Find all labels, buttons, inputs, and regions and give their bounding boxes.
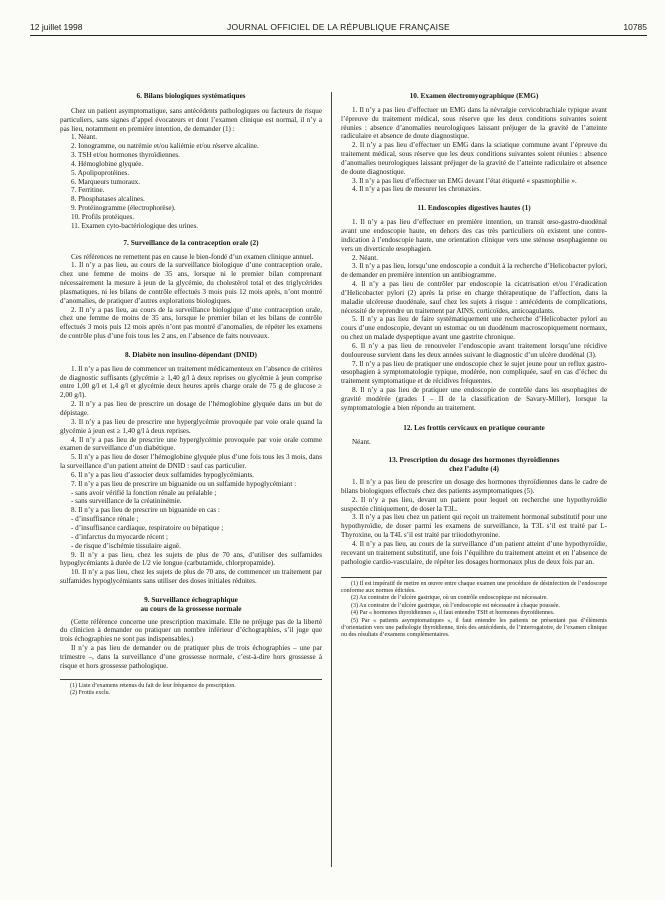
paragraph: 10. Il n’y a pas lieu, chez les sujets de plus de 70 ans, de commencer un traitement par sulfamides hypoglycémiants sans utiliser des doses initiales réduites. — [60, 568, 322, 586]
paragraph: 7. Il n’y a pas lieu de prescrire un biguanide ou un sulfamide hypoglycémiant : — [71, 479, 297, 488]
left-column — [60, 92, 322, 697]
list-item: 11. Examen cyto-bactériologique des urines. — [71, 221, 199, 230]
section-11-title: 11. Endoscopies digestives hautes (1) — [417, 203, 531, 213]
paragraph: 6. Il n’y a pas lieu d’associer deux sulfamides hypoglycémiants. — [71, 470, 255, 479]
header-page-number: 10785 — [623, 22, 647, 32]
footnotes — [341, 577, 607, 640]
paragraph: 6. Il n’y a pas lieu de renouveler l’endoscopie avant traitement lorsqu’une récidive douloureuse survient dans les deux années suivant le diagnostic d’un ulcère duodénal (3). — [341, 341, 607, 359]
list-item: 4. Hémoglobine glyquée. — [71, 159, 144, 168]
paragraph: 1. Il n’y a pas lieu de commencer un traitement médicamenteux en l’absence de critères de diagnostic suffisants (glycémie ≥ 1,40 g/l à deux reprises ou glycémie à jeun comprise entre 1,00 g/l et 1,4 g/l et glycémie deux heures après charge orale de 75 g de glucose ≥ 2,00 g/l). — [60, 364, 322, 400]
paragraph: (Cette référence concerne une prescription maximale. Elle ne préjuge pas de la liberté du clinicien à demander ou pratiquer un nombre inférieur d’échographies, s’il juge que trois échographies ne sont pas indispensables.) — [60, 617, 322, 644]
list-item: 5. Apolipoprotéines. — [71, 168, 130, 177]
section-10-title: 10. Examen électromyographique (EMG) — [409, 91, 539, 100]
footnote: (4) Par « hormones thyroïdiennes », il faut entendre TSH et hormones thyroïdiennes. — [351, 610, 555, 617]
header-date: 12 juillet 1998 — [30, 22, 83, 32]
paragraph: 2. Néant. — [352, 253, 378, 262]
paragraph: 1. Il n’y a pas lieu, au cours de la surveillance biologique d’une contraception orale, chez une femme de moins de 35 ans, lorsque ni le premier bilan comprenant nécessairement la mesure à jeun de la glycémie, du cholestérol total et des triglycérides plasmatiques, ni les bilans de contrôle effectués 3 mois puis 12 mois après, n’ont montré d’anomalies, de pratiquer d’autres explorations biologiques. — [60, 261, 322, 305]
section-8-title: 8. Diabète non insulino-dépendant (DNID) — [125, 349, 257, 359]
section-12-title: 12. Les frottis cervicaux en pratique courante — [403, 422, 545, 432]
paragraph: 4. Il n’y a pas lieu, au cours de la surveillance d’un patient atteint d’une hypothyroïdie, recevant un traitement substitutif, une fois l’équilibre du traitement atteint et en l’absence de pathologie cardio-vasculaire, de répéter les dosages hormonaux plus de deux fois par an. — [341, 539, 607, 566]
paragraph: - d’insuffisance rénale ; — [71, 515, 139, 524]
list-item: 9. Protéinogramme (électrophorèse). — [71, 204, 176, 213]
list-item: 2. Ionogramme, ou natrémie et/ou kaliémie et/ou réserve alcaline. — [71, 142, 259, 151]
paragraph: 4. Il n’y a pas lieu de contrôler par endoscopie la cicatrisation et/ou l’éradication d’Helicobacter pylori (2) après la prise en charge thérapeutique de l’affection, dans la maladie ulcéreuse duodénale, sauf chez les sujets à risque : antécédents de complications, nécessité de reprendre un traitement par AINS, corticoïdes, anticoagulants. — [341, 280, 607, 315]
section-9-subtitle: au cours de la grossesse normale — [140, 603, 242, 613]
paragraph: 3. Il n’y a pas lieu, lorsqu’une endoscopie a conduit à la recherche d’Helicobacter pylori, de demander en première intention un antibiogramme. — [341, 262, 607, 280]
paragraph: - d’infarctus du myocarde récent ; — [71, 532, 168, 541]
section-13-title: 13. Prescription du dosage des hormones thyroïdiennes — [388, 455, 560, 465]
paragraph: 9. Il n’y a pas lieu, chez les sujets de plus de 70 ans, d’utiliser des sulfamides hypoglycémiants à durée de 1/2 vie longue (carbutamide, chlorpropamide). — [60, 550, 322, 568]
paragraph: 1. Il n’y a pas lieu de prescrire un dosage des hormones thyroïdiennes dans le cadre de bilans biologiques effectués chez des patients asymptomatiques (5). — [341, 478, 607, 495]
footnote: (2) Au contraire de l’ulcère gastrique, où un contrôle endoscopique est nécessaire. — [351, 595, 548, 602]
paragraph: Ces références ne remettent pas en cause le bien-fondé d’un examen clinique annuel. — [71, 252, 314, 261]
footnote: (1) Il est impératif de mettre en œuvre entre chaque examen une procédure de désinfection de l’endoscope conforme aux normes édictées. — [341, 580, 607, 594]
paragraph: 5. Il n’y a pas lieu de doser l’hémoglobine glyquée plus d’une fois tous les 3 mois, dans la surveillance d’un patient atteint de DNID : sauf cas particulier. — [60, 453, 322, 471]
list-item: 7. Ferritine. — [71, 186, 105, 195]
paragraph: 8. Il n’y a pas lieu de pratiquer une endoscopie de contrôle dans les œsophagites de gravité modérée (grades I – II de la classification de Savary-Miller), lorsque la symptomatologie a bien répondu au traitement. — [341, 386, 607, 412]
footnote: (1) Liste d’examens retenus du fait de leur fréquence de prescription. — [70, 682, 236, 689]
right-column — [341, 92, 607, 640]
paragraph: Il n’y a pas lieu de demander ou de pratiquer plus de trois échographies – une par trimestre –, dans la surveillance d’une grossesse normale, c’est-à-dire hors grossesse à risque et hors grossesse pathologique. — [60, 644, 322, 670]
list-item: 8. Phosphatases alcalines. — [71, 195, 145, 204]
column-divider — [331, 92, 332, 867]
paragraph: Chez un patient asymptomatique, sans antécédents pathologiques ou facteurs de risque particuliers, sans signes d’appel évocateurs et dont l’examen clinique est normal, il n’y a pas lieu, notamment en première intention, de demander (1) : — [60, 106, 322, 133]
paragraph: 2. Il n’y a pas lieu, devant un patient pour lequel on recherche une hypothyroïdie suspectée cliniquement, de doser la T3L. — [341, 495, 607, 513]
paragraph: 3. Il n’y a pas lieu de prescrire une hyperglycémie provoquée par voie orale quand la glycémie à jeun est ≥ 1,40 g/l à deux reprises. — [60, 417, 322, 435]
paragraph: 7. Il n’y a pas lieu de pratiquer une endoscopie chez le sujet jeune pour un reflux gastro-œsophagien à symptomatologie typique, modérée, non compliquée, sauf en cas d’échec du traitement symptomatique et de récidives fréquentes. — [341, 359, 607, 386]
paragraph: 3. Il n’y a pas lieu chez un patient qui reçoit un traitement hormonal substitutif pour une hypothyroïdie, de doser parmi les examens de surveillance, la T3L s’il est traité par L-Thyroxine, ou la T4L s’il est traité par triiodothyronine. — [341, 513, 607, 540]
paragraph: - sans surveillance de la créatininémie. — [71, 497, 182, 506]
header-rule — [30, 35, 647, 36]
section-9-title: 9. Surveillance échographique — [144, 594, 238, 604]
paragraph: 5. Il n’y a pas lieu de faire systématiquement une recherche d’Helicobacter pylori au cours d’une endoscopie, devant un estomac ou un duodénum macroscopiquement normaux, ou chez un malade dyspeptique avant une gastrite chronique. — [341, 315, 607, 342]
section-6-title: 6. Bilans biologiques systématiques — [136, 91, 246, 100]
list-item: 6. Marqueurs tumoraux. — [71, 177, 141, 186]
paragraph: - d’insuffisance cardiaque, respiratoire ou hépatique ; — [71, 523, 224, 532]
footnote: (5) Par « patients asymptomatiques », il faut entendre les patients ne présentant pas d’éléments d’orientation vers une pathologie thyroïdienne, tirés des antécédents, de l’interrogatoire, de l’examen clinique ou des résultats d’examens complémentaires. — [341, 617, 607, 639]
exam-list — [60, 133, 322, 230]
paragraph: 3. Il n’y a pas lieu d’effectuer un EMG devant l’état étiqueté « spasmophilie ». — [352, 176, 577, 185]
paragraph: 1. Il n’y a pas lieu d’effectuer un EMG dans la névralgie cervicobrachiale typique avant l’épreuve du traitement médical, sous réserve que les deux conditions suivantes soient réunies : absence d’anomalies neurologiques laissant préjuger de la gravité de l’atteinte radiculaire et absence de doute diagnostique. — [341, 105, 607, 141]
list-item: 3. TSH et/ou hormones thyroïdiennes. — [71, 151, 180, 160]
paragraph: 1. Il n’y a pas lieu d’effectuer en première intention, un transit œso-gastro-duodénal avant une endoscopie haute, en dehors des cas très particuliers où existent une contre-indication à l’endoscopie haute, une orientation clinique vers une sténose œsophagienne ou vers un diverticule œsophagien. — [341, 218, 607, 253]
paragraph: - sans avoir vérifié la fonction rénale au préalable ; — [71, 488, 217, 497]
footnote: (2) Frottis exclu. — [70, 690, 111, 697]
paragraph: 8. Il n’y a pas lieu de prescrire un biguanide en cas : — [71, 506, 220, 515]
paragraph: 4. Il n’y a pas lieu de prescrire une hyperglycémie provoquée par voie orale comme examen de surveillance d’un diabétique. — [60, 435, 322, 453]
list-item: 1. Néant. — [71, 133, 97, 142]
list-item: 10. Profils protéiques. — [71, 212, 135, 221]
paragraph: 2. Il n’y a pas lieu de prescrire un dosage de l’hémoglobine glyquée dans un but de dépistage. — [60, 400, 322, 417]
paragraph: 2. Il n’y a pas lieu, au cours de la surveillance biologique d’une contraception orale, chez une femme de moins de 35 ans, lorsque le premier bilan et les bilans de contrôle effectués 3 mois puis 12 mois après n’ont pas montré d’anomalies, de répéter les examens de contrôle plus d’une fois tous les 2 ans, en l’absence de faits nouveaux. — [60, 305, 322, 341]
paragraph: 2. Il n’y a pas lieu d’effectuer un EMG dans la sciatique commune avant l’épreuve du traitement médical, sous réserve que les deux conditions suivantes soient réunies : absence d’anomalies neurologiques laissant préjuger de la gravité de l’atteinte radiculaire et absence de doute diagnostique. — [341, 141, 607, 176]
header-journal-title: JOURNAL OFFICIEL DE LA RÉPUBLIQUE FRANÇAISE — [227, 22, 450, 32]
section-13-subtitle: chez l’adulte (4) — [449, 464, 499, 474]
paragraph: - de risque d’ischémie tissulaire aiguë. — [71, 541, 181, 550]
paragraph: Néant. — [352, 437, 371, 446]
footnote: (3) Au contraire de l’ulcère gastrique, où l’endoscopie est nécessaire à chaque poussée. — [351, 602, 560, 609]
paragraph: 4. Il n’y a pas lieu de mesurer les chronaxies. — [352, 185, 482, 194]
footnotes — [60, 679, 322, 698]
section-7-title: 7. Surveillance de la contraception orale (2) — [123, 237, 259, 247]
